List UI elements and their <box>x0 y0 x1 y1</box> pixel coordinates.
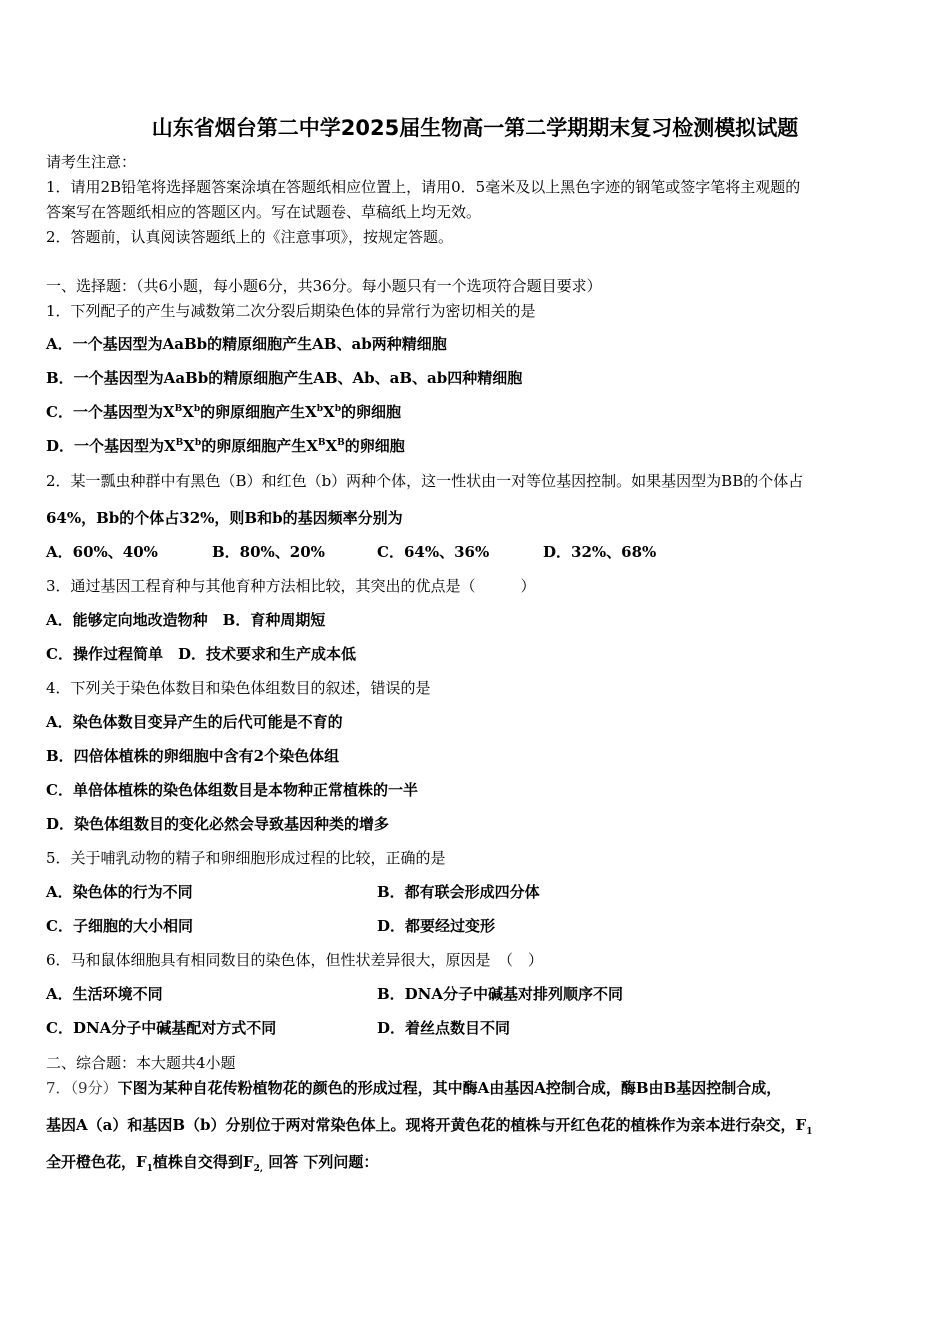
q7-line-1 <box>46 1077 781 1099</box>
q1-d-text: X <box>325 437 338 455</box>
q3-options-cd: C．操作过程简单 D．技术要求和生产成本低 <box>46 645 356 663</box>
q4-option-b: B．四倍体植株的卵细胞中含有2个染色体组 <box>46 747 340 765</box>
notice-item-2: 2．答题前，认真阅读答题纸上的《注意事项》，按规定答题。 <box>46 228 454 246</box>
q6-option-d: D．着丝点数目不同 <box>377 1019 511 1037</box>
q2-option-c: C．64%、36% <box>377 543 490 561</box>
q1-option-d <box>46 435 405 457</box>
q6-stem: 6．马和鼠体细胞具有相同数目的染色体，但性状差异很大，原因是 （ ） <box>46 951 544 969</box>
q4-stem: 4．下列关于染色体数目和染色体组数目的叙述，错误的是 <box>46 679 431 697</box>
page-title: 山东省烟台第二中学2025届生物高一第二学期期末复习检测模拟试题 <box>151 116 799 140</box>
q7-line-2 <box>46 1114 812 1136</box>
q6-option-b: B．DNA分子中碱基对排列顺序不同 <box>377 985 624 1003</box>
q5-option-b: B．都有联会形成四分体 <box>377 883 540 901</box>
q2-stem-a: 2．某一瓢虫种群中有黑色（B）和红色（b）两种个体，这一性状由一对等位基因控制。如果基因型为BB的个体占 <box>46 472 804 490</box>
q7-text: 回答 下列问题： <box>262 1153 379 1171</box>
q1-c-text: X <box>323 403 335 421</box>
q7-sub: 1 <box>806 1127 813 1137</box>
q1-option-c <box>46 401 401 423</box>
q1-d-text: 的卵细胞 <box>344 437 405 455</box>
q4-option-c: C．单倍体植株的染色体组数目是本物种正常植株的一半 <box>46 781 418 799</box>
q5-option-d: D．都要经过变形 <box>377 917 496 935</box>
q7-sub: 1 <box>146 1164 153 1174</box>
q1-c-text: C．一个基因型为X <box>46 403 175 421</box>
q1-d-sup: b <box>194 438 202 448</box>
q3-options-ab: A．能够定向地改造物种 B．育种周期短 <box>46 611 326 629</box>
q1-c-sup: B <box>174 404 183 414</box>
q2-stem-b: 64%，Bb的个体占32%，则B和b的基因频率分别为 <box>46 509 403 527</box>
q1-d-text: 的卵原细胞产生X <box>201 437 318 455</box>
q2-option-b: B．80%、20% <box>212 543 325 561</box>
q5-option-a: A．染色体的行为不同 <box>46 883 193 901</box>
q1-d-sup: B <box>175 438 184 448</box>
q7-text: 植株自交得到F <box>152 1153 254 1171</box>
section-2-heading: 二、综合题：本大题共4小题 <box>46 1054 236 1072</box>
q1-c-text: 的卵原细胞产生X <box>200 403 317 421</box>
q1-option-a: A．一个基因型为AaBb的精原细胞产生AB、ab两种精细胞 <box>46 335 447 353</box>
q4-option-d: D．染色体组数目的变化必然会导致基因种类的增多 <box>46 815 390 833</box>
q7-text: 下图为某种自花传粉植物花的颜色的形成过程，其中酶A由基因A控制合成，酶B由B基因控制合成， <box>117 1079 782 1097</box>
section-1-heading: 一、选择题：（共6小题，每小题6分，共36分。每小题只有一个选项符合题目要求） <box>46 277 602 295</box>
notice-item-1b: 答案写在答题纸相应的答题区内。写在试题卷、草稿纸上均无效。 <box>46 203 482 221</box>
q1-stem: 1．下列配子的产生与减数第二次分裂后期染色体的异常行为密切相关的是 <box>46 302 536 320</box>
q1-c-text: X <box>182 403 194 421</box>
q1-c-sup: b <box>316 404 324 414</box>
q1-option-b: B．一个基因型为AaBb的精原细胞产生AB、Ab、aB、ab四种精细胞 <box>46 369 523 387</box>
q5-stem: 5．关于哺乳动物的精子和卵细胞形成过程的比较，正确的是 <box>46 849 446 867</box>
q2-option-d: D．32%、68% <box>543 543 657 561</box>
q7-sub: 2, <box>253 1164 263 1174</box>
q1-c-sup: b <box>334 404 341 414</box>
notice-heading: 请考生注意： <box>46 153 137 171</box>
q1-d-text: X <box>183 437 195 455</box>
q7-text: 基因A（a）和基因B（b）分别位于两对常染色体上。现将开黄色花的植株与开红色花的植株作为亲本进行杂交，F <box>46 1116 807 1134</box>
q1-d-sup: B <box>317 438 326 448</box>
q4-option-a: A．染色体数目变异产生的后代可能是不育的 <box>46 713 343 731</box>
q7-line-3 <box>46 1151 378 1173</box>
q1-c-sup: b <box>193 404 201 414</box>
notice-item-1a: 1．请用2B铅笔将选择题答案涂填在答题纸相应位置上，请用0．5毫米及以上黑色字迹的钢笔或签字笔将主观题的 <box>46 178 801 196</box>
q5-option-c: C．子细胞的大小相同 <box>46 917 193 935</box>
q7-text: 全开橙色花，F <box>46 1153 147 1171</box>
q2-option-a: A．60%、40% <box>46 543 158 561</box>
q1-d-text: D．一个基因型为X <box>46 437 176 455</box>
q6-option-a: A．生活环境不同 <box>46 985 163 1003</box>
q6-option-c: C．DNA分子中碱基配对方式不同 <box>46 1019 277 1037</box>
q7-number: 7．（9分） <box>46 1079 118 1097</box>
q1-d-sup: B <box>337 438 345 448</box>
q3-stem: 3．通过基因工程育种与其他育种方法相比较，其突出的优点是（ ） <box>46 577 536 595</box>
q1-c-text: 的卵细胞 <box>341 403 402 421</box>
